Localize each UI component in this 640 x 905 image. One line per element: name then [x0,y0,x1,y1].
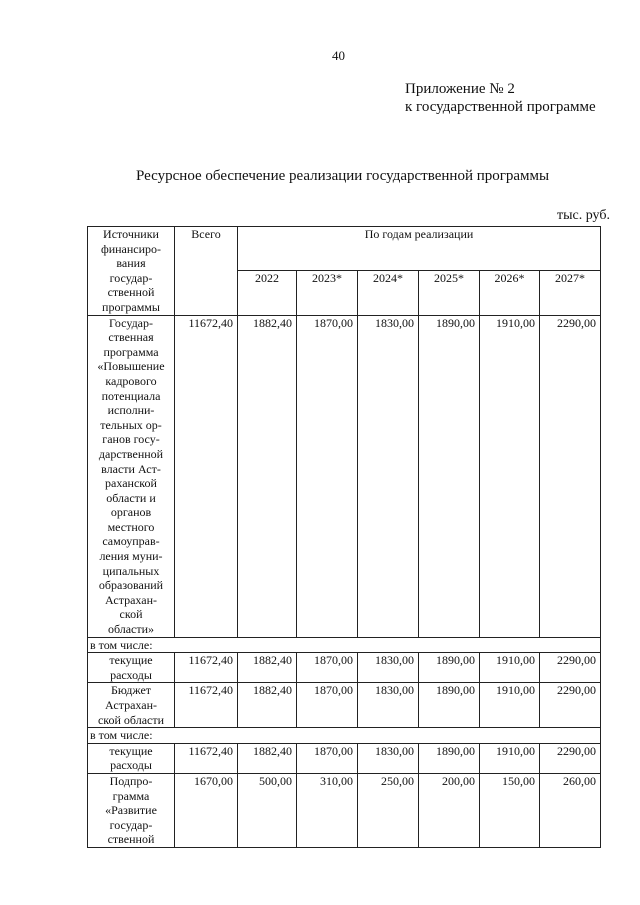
appendix-line-2: к государственной программе [405,99,596,115]
year-value-cell: 1870,00 [297,315,358,637]
year-value-cell: 310,00 [297,773,358,847]
table-row [88,315,601,637]
source-line: «Развитие [105,803,157,818]
year-value-cell: 500,00 [238,773,297,847]
table-row [88,773,601,847]
table-row [88,743,601,773]
table-subheader-row [88,728,601,744]
source-line: Бюджет [110,683,152,698]
header-source-line: вания [116,256,146,271]
year-value-cell: 1910,00 [480,743,540,773]
source-line: кадрового [105,373,157,388]
header-year-cell: 2023* [297,271,358,315]
year-value-cell: 150,00 [480,773,540,847]
source-line: области» [107,622,155,637]
header-source-cell [88,227,175,316]
source-line: образований [98,578,164,593]
year-value-cell: 200,00 [419,773,480,847]
source-line: области и [106,490,156,505]
year-value-cell: 250,00 [358,773,419,847]
source-line: расходы [110,758,152,773]
source-line: ской области [97,712,165,727]
year-value-cell: 1882,40 [238,653,297,683]
header-source-line: программы [102,299,160,314]
year-value-cell: 1830,00 [358,683,419,728]
source-cell [88,683,175,728]
source-line: Подпро- [109,773,153,788]
year-value-cell: 1910,00 [480,315,540,637]
source-line: тельных ор- [100,417,162,432]
year-value-cell: 1870,00 [297,683,358,728]
units-label: тыс. руб. [557,208,610,223]
source-line: ципальных [102,563,160,578]
source-line: потенциала [101,388,161,403]
table-subheader-row [88,637,601,653]
source-cell [88,773,175,847]
source-line: «Повышение [97,359,165,374]
header-source-line: государ- [109,270,153,285]
year-value-cell: 1830,00 [358,743,419,773]
source-line: ганов госу- [102,432,160,447]
year-value-cell: 1882,40 [238,315,297,637]
source-line: ственная [108,330,154,345]
year-value-cell: 1870,00 [297,653,358,683]
year-value-cell: 2290,00 [540,315,601,637]
table-row [88,683,601,728]
total-cell: 1670,00 [175,773,238,847]
source-cell [88,653,175,683]
year-value-cell: 1890,00 [419,683,480,728]
subheader-cell: в том числе: [88,728,601,744]
source-line: ления муни- [99,549,163,564]
year-value-cell: 1882,40 [238,743,297,773]
source-line: Астрахан- [105,592,157,607]
appendix-caption [405,80,596,116]
source-line: исполни- [107,403,155,418]
year-value-cell: 1910,00 [480,653,540,683]
source-line: дарственной [98,446,164,461]
header-year-cell: 2026* [480,271,540,315]
source-line: раханской [105,476,157,491]
source-line: расходы [110,667,152,682]
year-value-cell: 1910,00 [480,683,540,728]
year-value-cell: 1830,00 [358,653,419,683]
source-line: власти Аст- [101,461,161,476]
source-cell [88,315,175,637]
source-line: текущие [109,743,153,758]
year-value-cell: 1890,00 [419,653,480,683]
page-number: 40 [332,48,345,63]
header-source-line: финансиро- [100,241,162,256]
total-cell: 11672,40 [175,315,238,637]
source-line: органов [110,505,152,520]
source-line: ской [119,607,143,622]
resource-table [87,226,601,848]
source-line: текущие [109,653,153,668]
year-value-cell: 2290,00 [540,683,601,728]
total-cell: 11672,40 [175,743,238,773]
source-line: государ- [109,817,153,832]
year-value-cell: 2290,00 [540,653,601,683]
year-value-cell: 1890,00 [419,315,480,637]
source-line: грамма [112,788,150,803]
header-year-cell: 2027* [540,271,601,315]
source-line: Государ- [108,315,154,330]
source-cell [88,743,175,773]
subheader-cell: в том числе: [88,637,601,653]
header-year-cell: 2022 [238,271,297,315]
source-line: самоуправ- [102,534,160,549]
header-year-cell: 2025* [419,271,480,315]
year-value-cell: 260,00 [540,773,601,847]
source-line: местного [107,519,155,534]
year-value-cell: 1870,00 [297,743,358,773]
year-value-cell: 2290,00 [540,743,601,773]
source-line: программа [103,344,159,359]
header-source-line: Источники [103,227,159,241]
document-title: Ресурсное обеспечение реализации государственной программы [136,168,550,184]
year-value-cell: 1830,00 [358,315,419,637]
source-line: Астрахан- [105,698,157,712]
header-source-line: ственной [107,285,155,300]
appendix-line-1: Приложение № 2 [405,81,515,97]
table-header-row [88,227,601,271]
header-total-cell: Всего [175,227,238,316]
total-cell: 11672,40 [175,653,238,683]
table-row [88,653,601,683]
header-by-years-cell: По годам реализации [238,227,601,271]
source-line: ственной [107,832,155,847]
year-value-cell: 1890,00 [419,743,480,773]
header-year-cell: 2024* [358,271,419,315]
total-cell: 11672,40 [175,683,238,728]
year-value-cell: 1882,40 [238,683,297,728]
